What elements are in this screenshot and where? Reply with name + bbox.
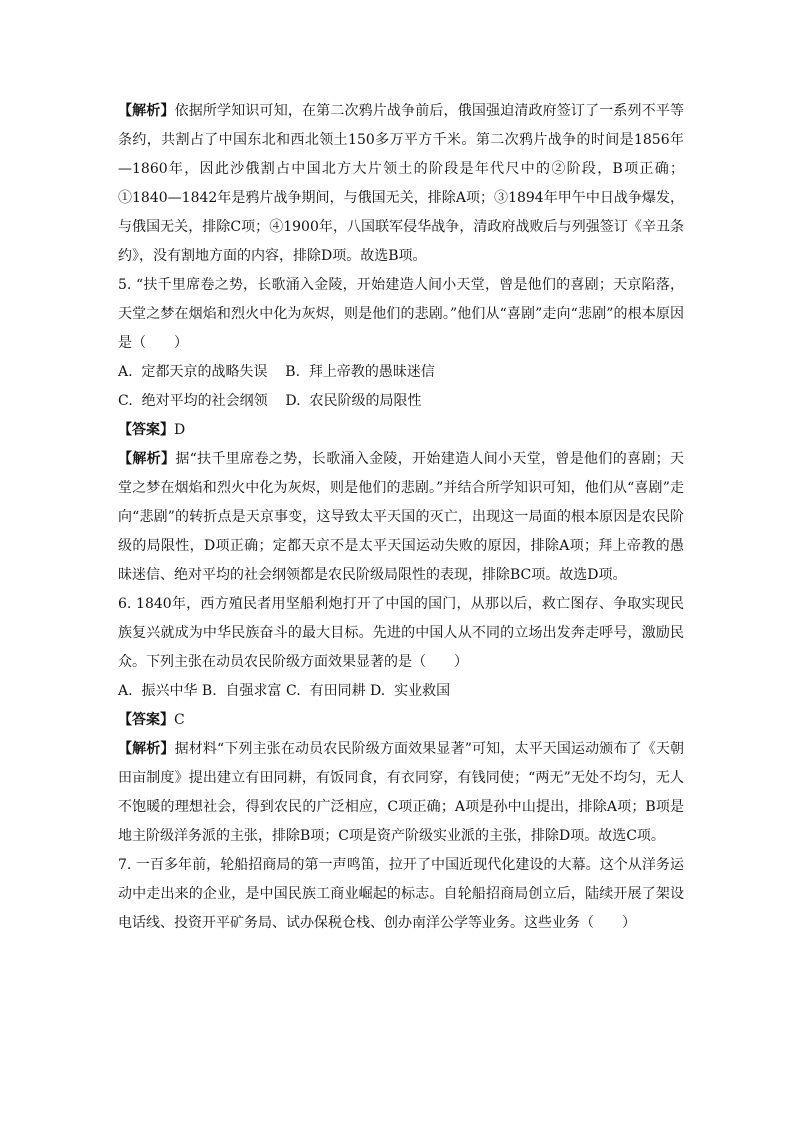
option-d: D. 实业救国: [370, 683, 451, 699]
answer-value: C: [174, 712, 185, 728]
answer-tag: 【答案】: [118, 422, 174, 438]
answer-tag: 【答案】: [118, 712, 174, 728]
answer-value: D: [174, 422, 186, 438]
analysis-tag: 【解析】: [118, 741, 175, 757]
question-6-stem: 6. 1840年，西方殖民者用坚船利炮打开了中国的国门，从那以后，救亡图存、争取实现民族复兴就成为中华民族奋斗的最大目标。先进的中国人从不同的立场出发奔走呼号，激励民众。下列主张在动员农民阶级方面效果显著的是（ ）: [118, 596, 684, 670]
option-b: B. 自强求富: [201, 683, 282, 699]
document-content: [118, 97, 684, 938]
option-d: D. 农民阶级的局限性: [285, 393, 422, 409]
question-5-stem: 5. “扶千里席卷之势，长歌涌入金陵，开始建造人间小天堂，曾是他们的喜剧；天京陷落，天堂之梦在烟焰和烈火中化为灰烬，则是他们的悲剧。”他们从“喜剧”走向“悲剧”的根本原因是（ ）: [118, 277, 684, 351]
analysis-paragraph-q5: [118, 445, 684, 590]
option-a: A. 定都天京的战略失误: [118, 364, 268, 380]
answer-line-q6: [118, 706, 684, 735]
analysis-text: 依据所学知识可知，在第二次鸦片战争前后，俄国强迫清政府签订了一系列不平等条约，共割占了中国东北和西北领土150多万平方千米。第二次鸦片战争的时间是1856年—1860年，因此沙俄割占中国北方大片领土的阶段是年代尺中的②阶段，B项正确；①1840—1842年是鸦片战争期间，与俄国无关，排除A项；③1894年甲午中日战争爆发，与俄国无关，排除C项；④1900年，八国联军侵华战争，清政府战败后与列强签订《辛丑条约》，没有割地方面的内容，排除D项。故选B项。: [118, 103, 685, 264]
question-5-options-row-1: [118, 358, 684, 387]
analysis-text: 据“扶千里席卷之势，长歌涌入金陵，开始建造人间小天堂，曾是他们的喜剧；天堂之梦在烟焰和烈火中化为灰烬，则是他们的悲剧。”并结合所学知识可知，他们从“喜剧”走向“悲剧”的转折点是天京事变，这导致太平天国的灭亡，出现这一局面的根本原因是农民阶级的局限性，D项正确；定都天京不是太平天国运动失败的原因，排除A项；拜上帝教的愚昧迷信、绝对平均的社会纲领都是农民阶级局限性的表现，排除BC项。故选D项。: [118, 451, 685, 583]
question-5-options-row-2: [118, 387, 684, 416]
answer-line-q5: [118, 416, 684, 445]
analysis-paragraph-q6: [118, 735, 684, 851]
analysis-text: 据材料“下列主张在动员农民阶级方面效果显著”可知，太平天国运动颁布了《天朝田亩制度》提出建立有田同耕，有饭同食，有衣同穿，有钱同使；“两无”无处不均匀，无人不饱暖的理想社会，得到农民的广泛相应，C项正确；A项是孙中山提出，排除A项；B项是地主阶级洋务派的主张，排除B项；C项是资产阶级实业派的主张，排除D项。故选C项。: [118, 741, 685, 844]
analysis-paragraph-q4: [118, 97, 684, 271]
option-c: C. 有田同耕: [286, 683, 366, 699]
option-a: A. 振兴中华: [118, 683, 198, 699]
analysis-tag: 【解析】: [118, 103, 175, 119]
option-c: C. 绝对平均的社会纲领: [118, 393, 268, 409]
question-6-options: [118, 677, 684, 706]
option-b: B. 拜上帝教的愚昧迷信: [285, 364, 435, 380]
question-7-stem: 7. 一百多年前，轮船招商局的第一声鸣笛，拉开了中国近现代化建设的大幕。这个从洋务运动中走出来的企业，是中国民族工商业崛起的标志。自轮船招商局创立后，陆续开展了架设电话线、投资开平矿务局、试办保税仓栈、创办南洋公学等业务。这些业务（ ）: [118, 857, 684, 931]
analysis-tag: 【解析】: [118, 451, 176, 467]
